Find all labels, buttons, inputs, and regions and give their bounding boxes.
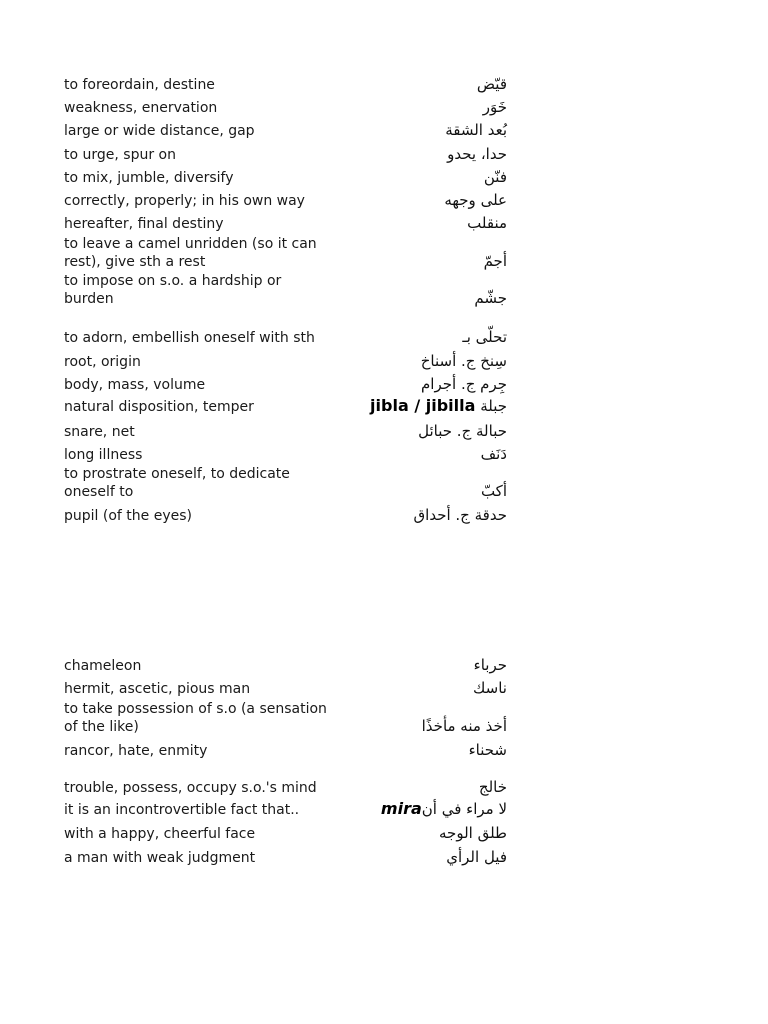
english-definition: to leave a camel unridden (so it can rest), give sth a rest xyxy=(64,236,317,270)
english-definition: trouble, possess, occupy s.o.'s mind xyxy=(64,780,317,796)
arabic-term: جشّم xyxy=(474,289,507,307)
arabic-term: قيّض xyxy=(476,75,507,93)
arabic-term: حبالة ج. حبائل xyxy=(418,422,507,440)
glossary-entry xyxy=(64,235,507,271)
english-definition: long illness xyxy=(64,447,143,463)
arabic-term: خالج xyxy=(478,778,507,796)
english-definition: rancor, hate, enmity xyxy=(64,743,208,759)
english-definition: weakness, enervation xyxy=(64,100,218,116)
english-definition: to adorn, embellish oneself with sth xyxy=(64,330,315,346)
english-definition: to impose on s.o. a hardship or burden xyxy=(64,273,282,307)
arabic-term: سِنخ ج. أسناخ xyxy=(420,352,507,370)
glossary-entry xyxy=(64,374,507,394)
arabic-term: فيل الرأي xyxy=(446,848,507,866)
glossary-entry xyxy=(64,213,507,233)
english-definition: it is an incontrovertible fact that.. xyxy=(64,802,300,818)
arabic-term xyxy=(381,799,507,819)
english-definition: large or wide distance, gap xyxy=(64,123,255,139)
arabic-term: خَوَر xyxy=(482,98,507,116)
arabic-term: طلق الوجه xyxy=(439,824,507,842)
arabic-term: حدقة ج. أحداق xyxy=(413,506,507,524)
glossary-entry xyxy=(64,351,507,371)
arabic-term: منقلب xyxy=(467,214,507,232)
glossary-entry xyxy=(64,847,507,867)
glossary-entry xyxy=(64,396,507,416)
english-definition: to prostrate oneself, to dedicate oneself to xyxy=(64,466,290,500)
english-definition: to mix, jumble, diversify xyxy=(64,170,234,186)
glossary-entry xyxy=(64,167,507,187)
glossary-entry xyxy=(64,700,507,736)
glossary-entry xyxy=(64,678,507,698)
arabic-term: على وجهه xyxy=(444,191,507,209)
english-definition: with a happy, cheerful face xyxy=(64,826,256,842)
arabic-term: جِرم ج. أجرام xyxy=(421,375,507,393)
glossary-entry xyxy=(64,465,507,501)
glossary-entry xyxy=(64,740,507,760)
glossary-entry xyxy=(64,655,507,675)
english-definition: correctly, properly; in his own way xyxy=(64,193,305,209)
arabic-term: أخذ منه مأخذًا xyxy=(421,717,507,735)
english-definition: natural disposition, temper xyxy=(64,399,254,415)
transliteration: mira xyxy=(380,799,422,818)
arabic-term: دَنَف xyxy=(480,445,507,463)
english-definition: chameleon xyxy=(64,658,142,674)
arabic-term: بُعد الشقة xyxy=(445,121,507,139)
glossary-entry xyxy=(64,190,507,210)
glossary-entry xyxy=(64,74,507,94)
arabic-term: حدا، يحدو xyxy=(447,145,507,163)
english-definition: to urge, spur on xyxy=(64,147,176,163)
english-definition: a man with weak judgment xyxy=(64,850,256,866)
glossary-entry xyxy=(64,777,507,797)
english-definition: hereafter, final destiny xyxy=(64,216,224,232)
arabic-term: ناسك xyxy=(473,679,507,697)
english-definition: root, origin xyxy=(64,354,141,370)
glossary-entry xyxy=(64,823,507,843)
arabic-term: أجمّ xyxy=(483,252,507,270)
arabic-term: شحناء xyxy=(468,741,507,759)
glossary-entry xyxy=(64,505,507,525)
arabic-term: تحلّى بـ xyxy=(462,328,507,346)
english-definition: to foreordain, destine xyxy=(64,77,215,93)
english-definition: hermit, ascetic, pious man xyxy=(64,681,251,697)
glossary-entry xyxy=(64,144,507,164)
glossary-entry xyxy=(64,444,507,464)
glossary-entry xyxy=(64,97,507,117)
arabic-term: فنّن xyxy=(483,168,507,186)
arabic-term: حرباء xyxy=(473,656,507,674)
english-definition: to take possession of s.o (a sensation of the like) xyxy=(64,701,327,735)
english-definition: body, mass, volume xyxy=(64,377,206,393)
arabic-term xyxy=(370,396,507,416)
english-definition: pupil (of the eyes) xyxy=(64,508,192,524)
english-definition: snare, net xyxy=(64,424,135,440)
transliteration: jibla / jibilla xyxy=(370,396,476,415)
arabic-term-text: جبلة xyxy=(480,397,507,415)
glossary-entry xyxy=(64,327,507,347)
arabic-term-text: لا مراء في أن xyxy=(421,800,507,818)
glossary-entry xyxy=(64,421,507,441)
arabic-term: أكبّ xyxy=(480,482,507,500)
glossary-entry xyxy=(64,120,507,140)
glossary-entry xyxy=(64,272,507,308)
glossary-entry xyxy=(64,799,507,819)
